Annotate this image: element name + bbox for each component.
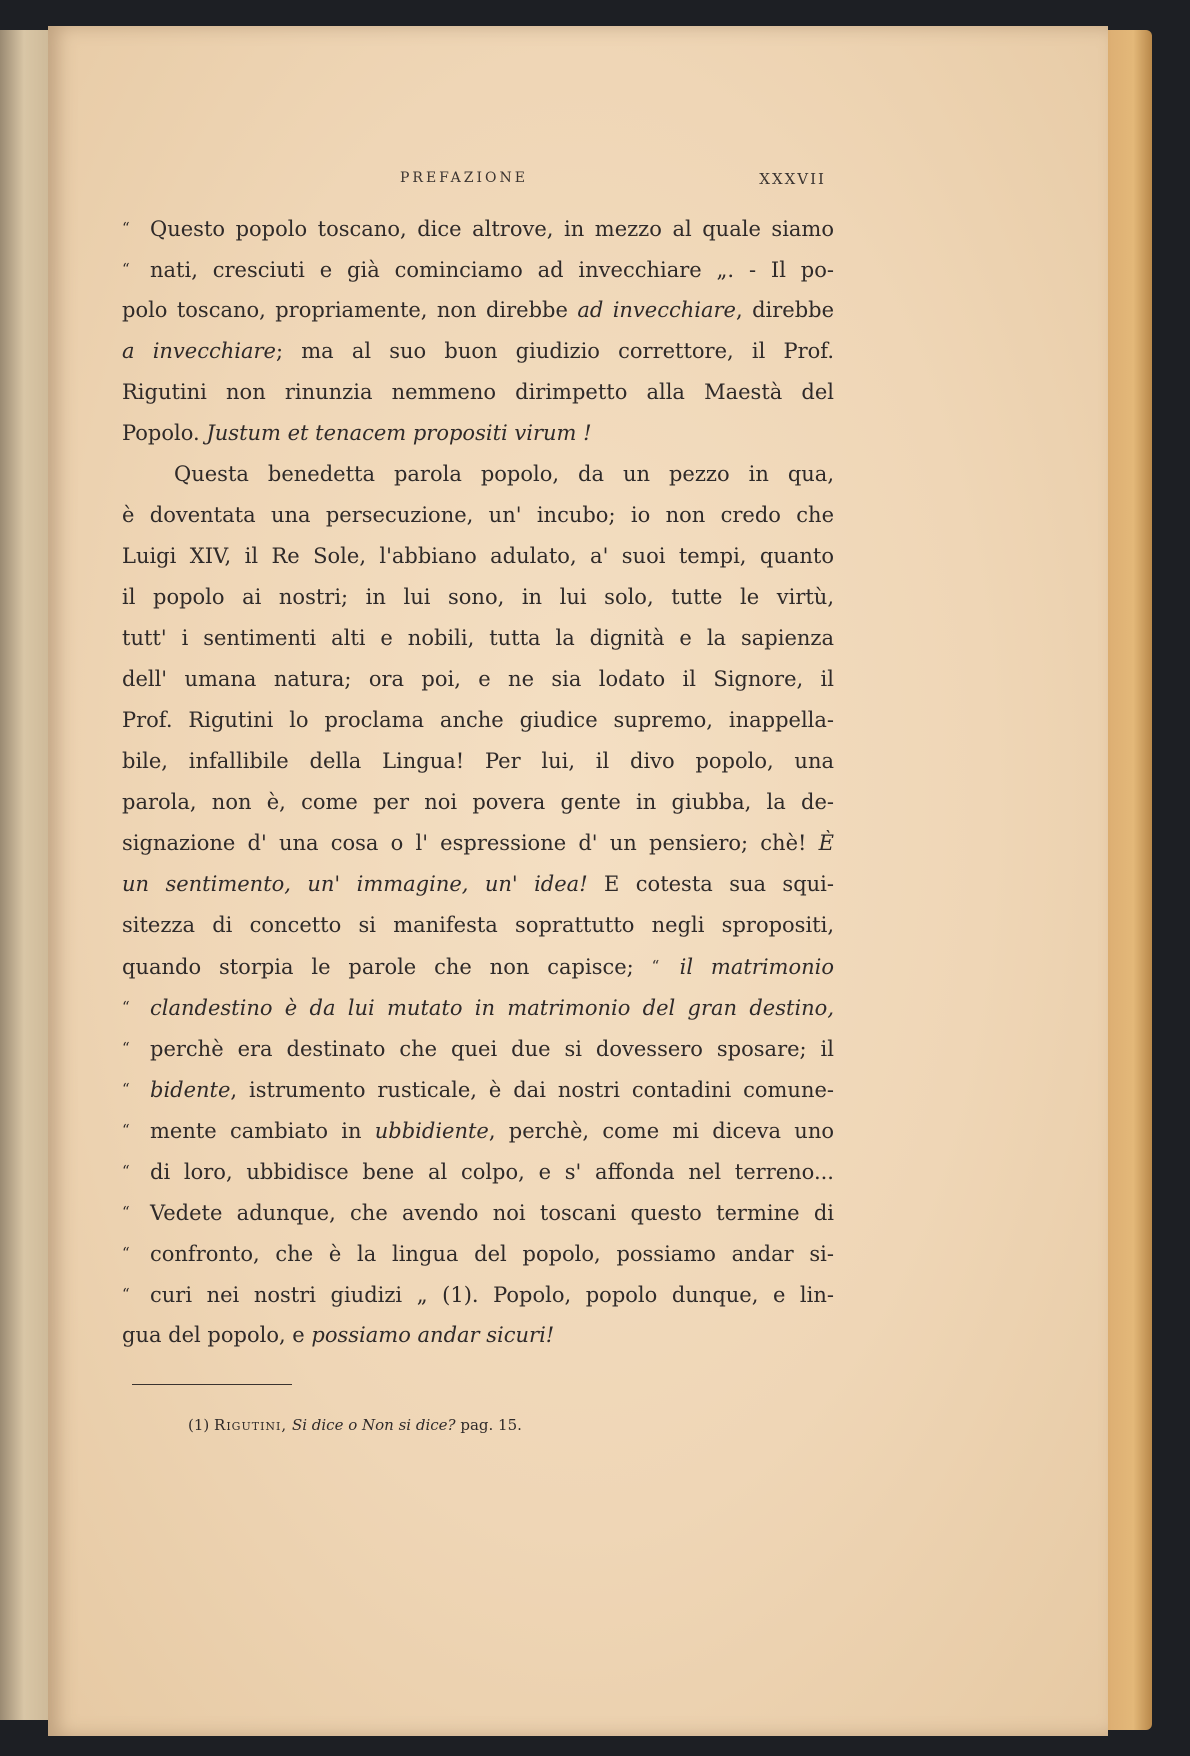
italic-text: il matrimonio <box>679 955 834 979</box>
text-line <box>122 1192 834 1233</box>
quote-mark: “ <box>122 1285 130 1303</box>
quote-mark: “ <box>122 1162 130 1180</box>
text-line <box>122 290 834 331</box>
footnote-title: Si dice o Non si dice? <box>291 1416 456 1434</box>
text-line <box>122 823 834 864</box>
footnote-marker: (1) <box>188 1416 210 1434</box>
text-span: Questa benedetta parola popolo, da un pezzo in qua, <box>174 462 834 486</box>
page-header <box>400 170 840 194</box>
text-span: signazione d' una cosa o l' espressione d' un pensiero; chè! <box>122 831 819 855</box>
text-span: bile, infallibile della Lingua! Per lui, il divo popolo, una <box>122 749 834 773</box>
text-line <box>122 577 834 618</box>
text-line <box>122 1028 834 1069</box>
text-span: nati, cresciuti e già cominciamo ad invecchiare „. - Il po- <box>150 258 834 282</box>
text-line <box>122 1151 834 1192</box>
text-span: confronto, che è la lingua del popolo, possiamo andar si- <box>150 1242 834 1266</box>
italic-text: possiamo andar sicuri! <box>311 1323 555 1347</box>
text-line <box>122 864 834 905</box>
italic-text: È <box>818 831 834 855</box>
italic-text: bidente <box>150 1078 231 1102</box>
text-span: Prof. Rigutini lo proclama anche giudice supremo, inappella- <box>122 708 834 732</box>
quote-mark: “ <box>122 1039 130 1057</box>
text-span: curi nei nostri giudizi „ (1). Popolo, popolo dunque, e lin- <box>150 1283 834 1307</box>
text-span: ; ma al suo buon giudizio correttore, il Prof. <box>275 339 834 363</box>
text-span: Vedete adunque, che avendo noi toscani questo termine di <box>150 1201 834 1225</box>
body-text <box>122 208 834 1356</box>
text-span: il popolo ai nostri; in lui sono, in lui solo, tutte le virtù, <box>122 585 834 609</box>
text-line <box>122 782 834 823</box>
text-line <box>122 413 834 454</box>
text-span: mente cambiato in <box>150 1119 375 1143</box>
footnote <box>188 1416 522 1434</box>
footnote-rule <box>132 1384 292 1385</box>
quote-mark: “ <box>122 260 130 278</box>
text-line <box>122 905 834 946</box>
text-line <box>122 331 834 372</box>
running-head: PREFAZIONE <box>400 170 528 186</box>
quote-mark: “ <box>122 1080 130 1098</box>
text-line <box>122 536 834 577</box>
quote-mark: “ <box>122 219 130 237</box>
text-span: Questo popolo toscano, dice altrove, in mezzo al quale siamo <box>150 217 834 241</box>
text-line <box>122 495 834 536</box>
text-line <box>122 1315 834 1356</box>
quote-mark: “ <box>122 1203 130 1221</box>
text-span: , direbbe <box>735 298 835 322</box>
text-line <box>122 454 834 495</box>
text-span: parola, non è, come per noi povera gente in giubba, la de- <box>122 790 834 814</box>
text-line <box>122 700 834 741</box>
text-span: dell' umana natura; ora poi, e ne sia lodato il Signore, il <box>122 667 834 691</box>
footnote-ref: pag. 15. <box>460 1416 522 1434</box>
text-line <box>122 1110 834 1151</box>
text-line <box>122 372 834 413</box>
text-line <box>122 1069 834 1110</box>
italic-text: un sentimento, un' immagine, un' idea! <box>122 872 588 896</box>
text-line <box>122 208 834 249</box>
text-span: , perchè, come mi diceva uno <box>488 1119 834 1143</box>
text-line <box>122 249 834 290</box>
text-span: perchè era destinato che quei due si dovessero sposare; il <box>150 1037 834 1061</box>
text-line <box>122 618 834 659</box>
italic-text: ubbidiente <box>374 1119 489 1143</box>
text-span: di loro, ubbidisce bene al colpo, e s' affonda nel terreno... <box>150 1160 834 1184</box>
text-span: polo toscano, propriamente, non direbbe <box>122 298 578 322</box>
footnote-author: Rigutini, <box>214 1416 288 1434</box>
text-line <box>122 946 834 987</box>
text-span: tutt' i sentimenti alti e nobili, tutta la dignità e la sapienza <box>122 626 834 650</box>
text-span: Rigutini non rinunzia nemmeno dirimpetto alla Maestà del <box>122 380 834 404</box>
italic-text: Justum et tenacem propositi virum ! <box>206 421 592 445</box>
quote-mark: “ <box>122 998 130 1016</box>
italic-text: ad invecchiare <box>577 298 736 322</box>
text-span: sitezza di concetto si manifesta soprattutto negli spropositi, <box>122 913 834 937</box>
text-span: E cotesta sua squi- <box>587 872 834 896</box>
text-line <box>122 1274 834 1315</box>
text-span: quando storpia le parole che non capisce; <box>122 955 652 979</box>
text-span: Popolo. <box>122 421 207 445</box>
page-number: XXXVII <box>759 170 826 188</box>
text-line <box>122 987 834 1028</box>
text-span: è doventata una persecuzione, un' incubo; io non credo che <box>122 503 834 527</box>
italic-text: clandestino è da lui mutato in matrimonio del gran destino, <box>150 996 834 1020</box>
italic-text: a invecchiare <box>122 339 276 363</box>
text-span: , istrumento rusticale, è dai nostri contadini comune- <box>230 1078 834 1102</box>
text-span: Luigi XIV, il Re Sole, l'abbiano adulato, a' suoi tempi, quanto <box>122 544 834 568</box>
text-span: gua del popolo, e <box>122 1323 312 1347</box>
text-line <box>122 1233 834 1274</box>
text-line <box>122 741 834 782</box>
quote-mark: “ <box>122 1121 130 1139</box>
quote-mark: “ <box>122 1244 130 1262</box>
quote-mark: “ <box>651 957 660 975</box>
text-line <box>122 659 834 700</box>
